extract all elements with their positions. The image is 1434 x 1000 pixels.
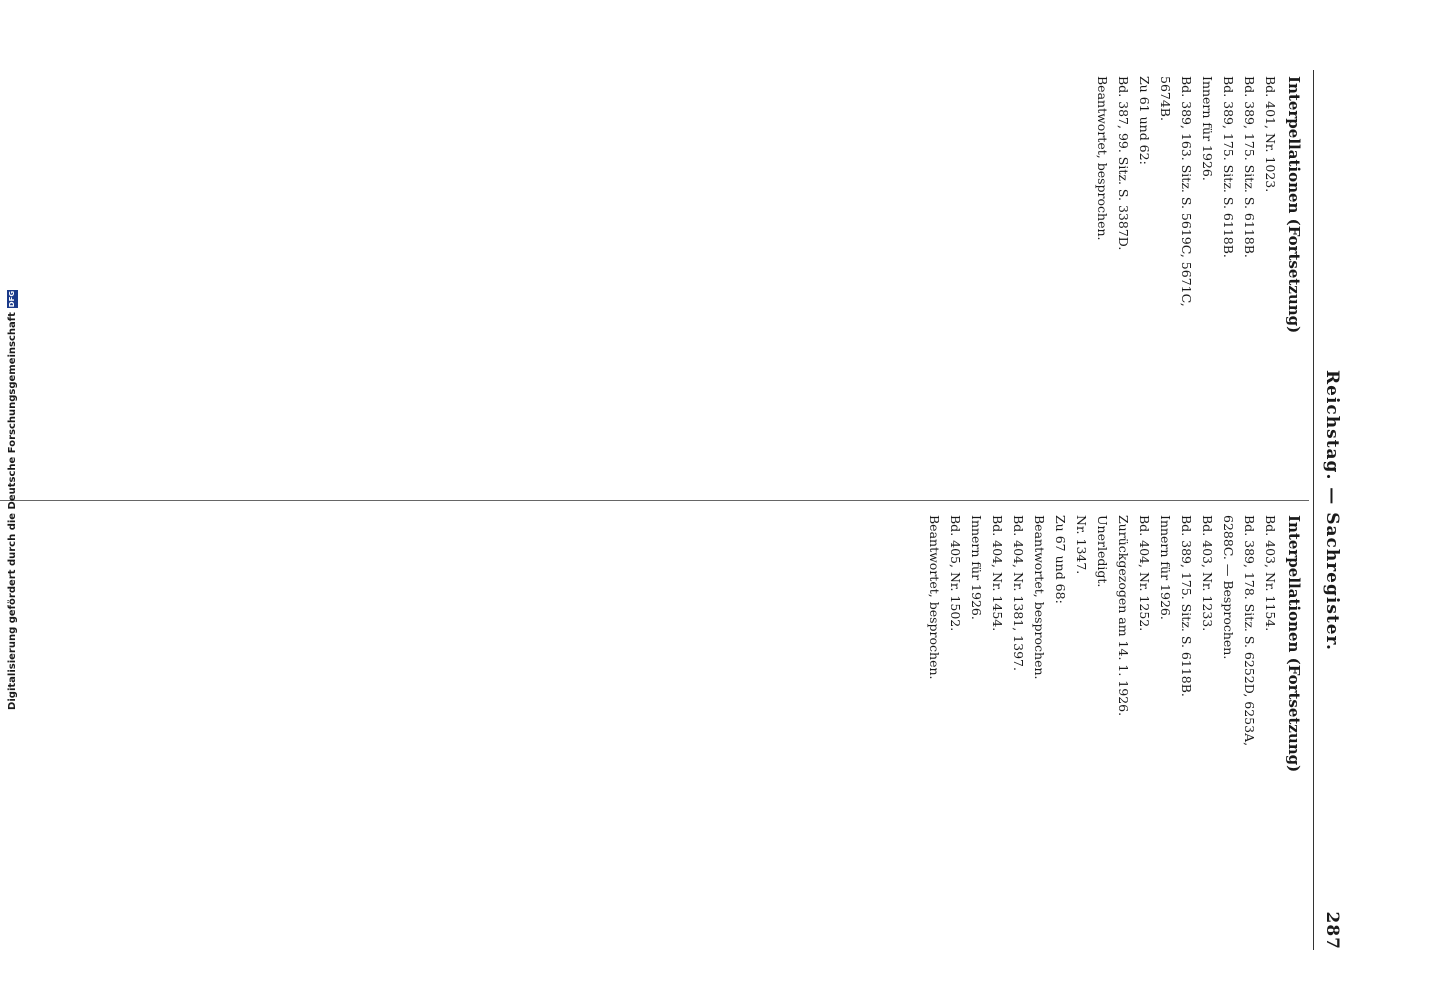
column-divider: [0, 500, 1309, 501]
running-title: Reichstag. — Sachregister.: [1322, 370, 1342, 651]
right-entries: [926, 515, 1279, 935]
page-number: 287: [1322, 911, 1342, 950]
right-column: [922, 515, 1302, 935]
left-entry: Bd. 389, 175. Sitz. S. 6118B.: [1242, 76, 1257, 258]
left-entry: Zu 61 und 62:: [1137, 76, 1152, 165]
left-entry: Innern für 1926.: [1200, 76, 1215, 181]
right-entry: Bd. 404, Nr. 1252.: [1137, 515, 1152, 632]
left-column-heading: Interpellationen (Fortsetzung): [1285, 76, 1303, 334]
right-entry: Beantwortet, besprochen.: [927, 515, 942, 680]
right-entry: Bd. 389, 175. Sitz. S. 6118B.: [1179, 515, 1194, 697]
right-entry: Zurückgezogen am 14. 1. 1926.: [1116, 515, 1131, 717]
right-entry: Bd. 404, Nr. 1454.: [990, 515, 1005, 632]
left-entry: Beantwortet, besprochen.: [1095, 76, 1110, 241]
left-column: [1090, 76, 1302, 496]
right-entry: Unerledigt.: [1095, 515, 1110, 588]
right-entry: Innern für 1926.: [1158, 515, 1173, 620]
right-entry: Bd. 405, Nr. 1502.: [948, 515, 963, 632]
right-entry: Zu 67 und 68:: [1053, 515, 1068, 604]
left-entry: Bd. 389, 163. Sitz. S. 5619C, 5671C,: [1179, 76, 1194, 307]
right-entry: Nr. 1347.: [1074, 515, 1089, 575]
left-entry: Bd. 387, 99. Sitz. S. 3387D.: [1116, 76, 1131, 251]
left-entry: 5674B.: [1158, 76, 1173, 121]
header-rule: [1313, 70, 1314, 950]
right-entry: 6288C. — Besprochen.: [1221, 515, 1236, 660]
right-entry: Innern für 1926.: [969, 515, 984, 620]
right-entry: Bd. 403, Nr. 1154.: [1263, 515, 1278, 632]
right-column-heading: Interpellationen (Fortsetzung): [1285, 515, 1303, 773]
left-entries: [1094, 76, 1279, 496]
left-entry: Bd. 389, 175. Sitz. S. 6118B.: [1221, 76, 1236, 258]
right-entry: Bd. 389, 178. Sitz. S. 6252D, 6253A,: [1242, 515, 1257, 747]
footer-credit: Digitalisierung gefördert durch die Deutsche Forschungsgemeinschaft: [6, 312, 18, 710]
right-entry: Bd. 404, Nr. 1381, 1397.: [1011, 515, 1026, 671]
left-entry: Bd. 401, Nr. 1023.: [1263, 76, 1278, 193]
right-entry: Beantwortet, besprochen.: [1032, 515, 1047, 680]
dfg-logo: DFG: [7, 290, 16, 308]
right-entry: Bd. 403, Nr. 1233.: [1200, 515, 1215, 632]
footer: [0, 0, 24, 1000]
